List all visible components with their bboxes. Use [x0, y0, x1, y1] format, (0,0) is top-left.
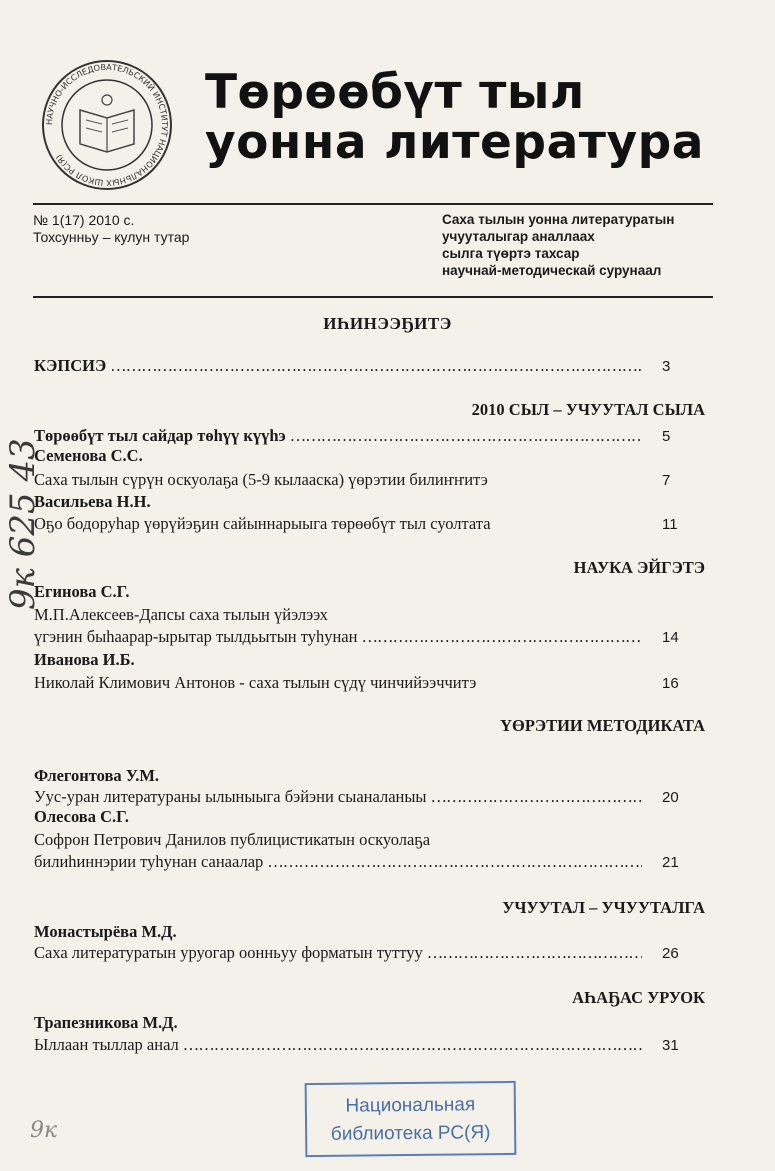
- handwritten-mark: [30, 1118, 57, 1143]
- author-name: Олесова С.Г.: [34, 807, 129, 826]
- library-stamp: [305, 1081, 517, 1157]
- leader-dots: [110, 356, 642, 376]
- leader-dots: [431, 787, 642, 807]
- toc-entry-title: Төрөөбүт тыл сайдар төһүү күүһэ: [34, 426, 286, 445]
- toc-entry-title: М.П.Алексеев-Дапсы саха тылын үйэлээх: [34, 605, 328, 624]
- author-name: Иванова И.Б.: [34, 650, 135, 669]
- toc-page-number: 21: [662, 854, 679, 871]
- author-name: Флегонтова У.М.: [34, 766, 160, 785]
- section-heading: АҺАҔАС УРУОК: [572, 988, 705, 1007]
- author-name: Семенова С.С.: [34, 446, 143, 465]
- journal-title: [205, 65, 705, 170]
- section-heading: 2010 СЫЛ – УЧУУТАЛ СЫЛА: [471, 400, 705, 419]
- leader-dots: [361, 627, 642, 647]
- section-heading: УЧУУТАЛ – УЧУУТАЛГА: [502, 898, 705, 917]
- stamp-line: Национальная: [345, 1094, 476, 1117]
- toc-entry-title: Николай Климович Антонов - саха тылын сүдү чинчийээччитэ: [34, 673, 477, 692]
- handwritten-mark-text: 9к: [30, 1118, 58, 1143]
- leader-dots: [267, 852, 642, 872]
- section-heading: ҮӨРЭТИИ МЕТОДИКАТА: [500, 716, 705, 735]
- toc-entry-title: билиһиннэрии туһунан санаалар: [34, 852, 264, 871]
- title-line-1: Төрөөбүт тыл: [205, 65, 585, 120]
- issue-period: Тохсунньу – кулун тутар: [33, 229, 190, 245]
- title-line-2: уонна литература: [205, 115, 705, 170]
- toc-entry-title: КЭПСИЭ: [34, 356, 107, 375]
- toc-entry-title: үгэнин быһаарар-ырытар тылдьытын туһунан: [34, 627, 358, 646]
- header-rule-bottom: [33, 296, 713, 298]
- toc-page-number: 31: [662, 1037, 679, 1054]
- toc-page-number: 20: [662, 789, 679, 806]
- header-rule-top: [33, 203, 713, 205]
- journal-desc-line: научнай-методическай сурунаал: [442, 263, 662, 278]
- contents-heading: ИҺИНЭЭҔИТЭ: [323, 314, 452, 333]
- journal-desc-line: учууталыгар аналлаах: [442, 229, 595, 244]
- toc-entry-title: Саха литературатын уруогар оонньуу форматын туттуу: [34, 943, 423, 962]
- toc-entry-title: Уус-уран литератураны ылыныыга бэйэни сыаналаныы: [34, 787, 427, 806]
- toc-page-number: 11: [662, 516, 678, 533]
- toc-entry-title: Софрон Петрович Данилов публицистикатын оскуолаҕа: [34, 830, 431, 849]
- toc-page-number: 16: [662, 675, 679, 692]
- toc-entry: [34, 1035, 646, 1055]
- toc-page-number: 14: [662, 629, 679, 646]
- issue-info: [33, 212, 189, 246]
- toc-entry-title: Саха тылын сүрүн оскуолаҕа (5-9 кылааска) үөрэтии билиҥҥитэ: [34, 470, 488, 489]
- section-heading: НАУКА ЭЙГЭТЭ: [573, 558, 705, 577]
- toc-page-number: 3: [662, 358, 671, 375]
- toc-entry-title: Ыллаан тыллар анал: [34, 1035, 179, 1054]
- institute-seal-icon: [40, 58, 174, 192]
- toc-page-number: 7: [662, 472, 671, 489]
- toc-entry: [34, 787, 646, 807]
- author-name: Трапезникова М.Д.: [34, 1013, 178, 1032]
- toc-entry: [34, 627, 646, 647]
- leader-dots: [427, 943, 642, 963]
- toc-entry: [34, 852, 646, 872]
- stamp-line: библиотека РС(Я): [330, 1122, 491, 1145]
- journal-desc-line: Саха тылын уонна литературатын: [442, 212, 675, 227]
- toc-entry-title: Оҕо бодоруһар үөрүйэҕин сайыннарыыга төрөөбүт тыл суолтата: [34, 514, 491, 533]
- leader-dots: [183, 1035, 642, 1055]
- toc-entry: [34, 943, 646, 963]
- svg-text:9к 625 43: 9к 625 43: [3, 438, 43, 610]
- journal-desc-line: сылга түөртэ тахсар: [442, 246, 580, 261]
- author-name: Егинова С.Г.: [34, 582, 130, 601]
- issue-number: № 1(17) 2010 с.: [33, 212, 135, 228]
- toc-entry: [34, 426, 646, 446]
- author-name: Васильева Н.Н.: [34, 492, 151, 511]
- toc-page-number: 26: [662, 945, 679, 962]
- leader-dots: [290, 426, 642, 446]
- author-name: Монастырёва М.Д.: [34, 922, 177, 941]
- toc-page-number: 5: [662, 428, 671, 445]
- journal-description: [442, 211, 674, 279]
- handwritten-call-number: [0, 378, 60, 618]
- toc-entry: [34, 356, 646, 376]
- svg-text:НАУЧНО-ИССЛЕДОВАТЕЛЬСКИЙ ИНСТИ: НАУЧНО-ИССЛЕДОВАТЕЛЬСКИЙ ИНСТИТУТ НАЦИОНАЛЬНЫХ ШКОЛ РС(Я): [43, 61, 171, 189]
